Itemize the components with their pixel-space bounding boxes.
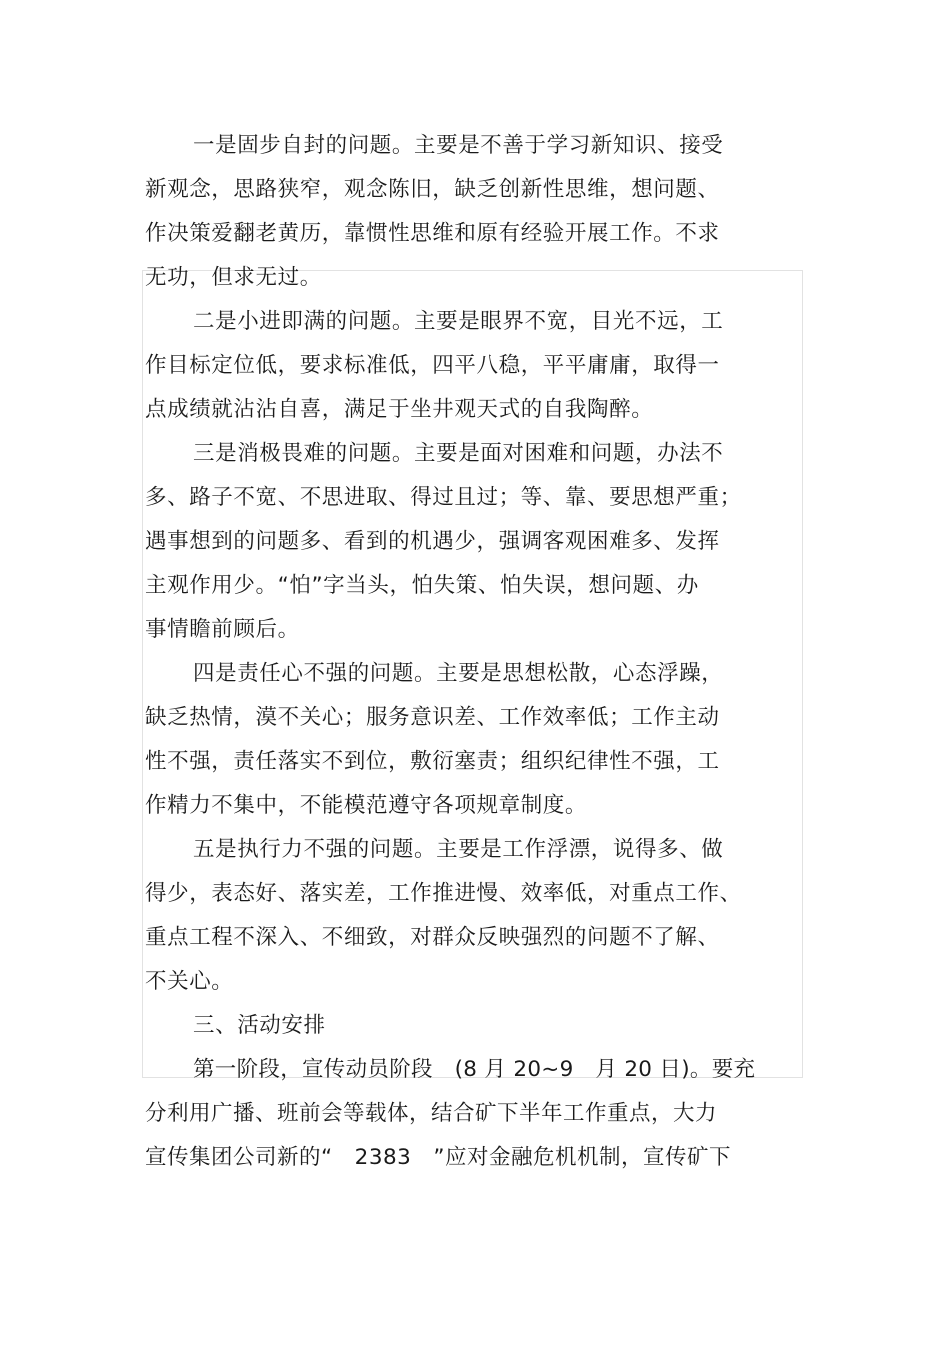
text-line: 分利用广播、班前会等载体，结合矿下半年工作重点，大力 (145, 1101, 718, 1126)
text-line: 得少，表态好、落实差，工作推进慢、效率低，对重点工作、 (145, 881, 742, 906)
text-line: 性不强，责任落实不到位，敷衍塞责；组织纪律性不强，工 (145, 749, 720, 774)
text-line: 二是小进即满的问题。主要是眼界不宽，目光不远，工 (193, 309, 724, 334)
text-line: 不关心。 (145, 969, 234, 994)
text-line: 作目标定位低，要求标准低，四平八稳，平平庸庸，取得一 (145, 353, 720, 378)
section-heading: 三、活动安排 (193, 1013, 326, 1038)
text-line: 五是执行力不强的问题。主要是工作浮漂，说得多、做 (193, 837, 724, 862)
text-line: 事情瞻前顾后。 (145, 617, 300, 642)
text-line: 无功，但求无过。 (145, 265, 322, 290)
text-line: 作精力不集中，不能模范遵守各项规章制度。 (145, 793, 588, 818)
text-line: 重点工程不深入、不细致，对群众反映强烈的问题不了解、 (145, 925, 720, 950)
text-line: 第一阶段，宣传动员阶段 (8 月 20~9 月 20 日)。要充 (193, 1057, 756, 1082)
text-line: 一是固步自封的问题。主要是不善于学习新知识、接受 (193, 133, 724, 158)
text-line: 新观念，思路狭窄，观念陈旧，缺乏创新性思维，想问题、 (145, 177, 720, 202)
text-line: 缺乏热情，漠不关心；服务意识差、工作效率低；工作主动 (145, 705, 720, 730)
text-line: 作决策爱翻老黄历，靠惯性思维和原有经验开展工作。不求 (145, 221, 720, 246)
text-line: 遇事想到的问题多、看到的机遇少，强调客观困难多、发挥 (145, 529, 720, 554)
text-line: 多、路子不宽、不思进取、得过且过；等、靠、要思想严重； (145, 485, 742, 510)
text-line: 四是责任心不强的问题。主要是思想松散，心态浮躁， (193, 661, 724, 686)
text-line: 三是消极畏难的问题。主要是面对困难和问题，办法不 (193, 441, 724, 466)
text-line: 宣传集团公司新的“ 2383 ”应对金融危机机制，宣传矿下 (145, 1145, 731, 1170)
text-line: 主观作用少。“怕”字当头，怕失策、怕失误，想问题、办 (145, 573, 699, 598)
document-body (145, 124, 805, 1180)
text-line: 点成绩就沾沾自喜，满足于坐井观天式的自我陶醉。 (145, 397, 654, 422)
